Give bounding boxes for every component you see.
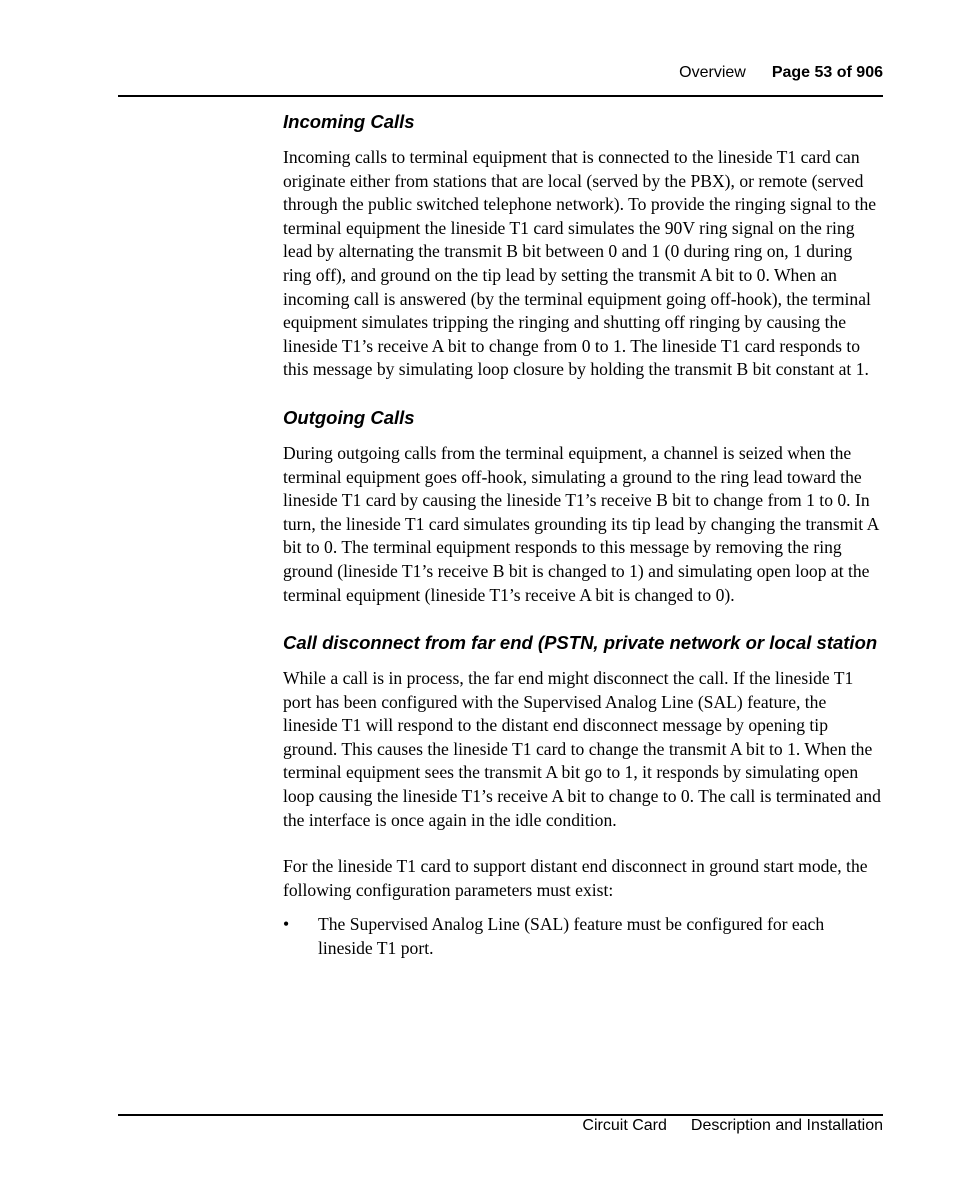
bullet-icon: •: [283, 914, 290, 935]
section-heading-call-disconnect: Call disconnect from far end (PSTN, private network or local station: [283, 632, 878, 654]
section-heading-outgoing-calls: Outgoing Calls: [283, 406, 415, 428]
footer-rule: [118, 1114, 883, 1116]
paragraph-outgoing-calls: During outgoing calls from the terminal equipment, a channel is seized when the terminal equipment goes off-hook, simulating a ground to the ring lead toward the lineside T1 card by causing the lineside T1’s receive B bit to change from 1 to 0. In turn, the lineside T1 card simulates grounding its tip lead by changing the transmit A bit to 0. The terminal equipment responds to this message by removing the ring ground (lineside T1’s receive B bit is changed to 1) and simulating open loop at the terminal equipment (lineside T1’s receive A bit is changed to 0).: [283, 442, 879, 605]
section-outgoing-calls: [283, 406, 883, 607]
footer-right-title: Description and Installation: [690, 1117, 883, 1134]
header-rule: [118, 95, 883, 97]
bullet-text: The Supervised Analog Line (SAL) feature must be configured for each lineside T1 port.: [318, 914, 825, 959]
section-heading-incoming-calls: Incoming Calls: [283, 111, 415, 132]
paragraph-incoming-calls: Incoming calls to terminal equipment that is connected to the lineside T1 card can originate either from stations that are local (served by the PBX), or remote (served through the public switched telephone network). To provide the ringing signal to the terminal equipment the lineside T1 card simulates the 90V ring signal on the ring lead by alternating the transmit B bit between 0 and 1 (0 during ring on, 1 during ring off), and ground on the tip lead by setting the transmit A bit to 0. When an incoming call is answered (by the terminal equipment going off-hook), the terminal equipment simulates tripping the ringing and shutting off ringing by causing the lineside T1’s receive A bit to change from 0 to 1. The lineside T1 card responds to this message by simulating loop closure by holding the transmit B bit constant at 1.: [283, 147, 877, 380]
configuration-bullet-list: [283, 913, 883, 960]
section-incoming-calls: [283, 110, 883, 382]
main-content: [283, 110, 883, 961]
page-footer: [118, 1117, 883, 1135]
bullet-item: [283, 913, 883, 960]
footer-left-title: Circuit Card: [582, 1117, 667, 1134]
header-page-number: Page 53 of 906: [771, 64, 883, 81]
header-section-title: Overview: [679, 64, 746, 81]
paragraph-call-disconnect: While a call is in process, the far end might disconnect the call. If the lineside T1 port has been configured with the Supervised Analog Line (SAL) feature, the lineside T1 will respond to the distant end disconnect message by opening tip ground. This causes the lineside T1 card to change the transmit A bit to 1. When the terminal equipment sees the transmit A bit go to 1, it responds by simulating open loop causing the lineside T1’s receive A bit to change to 0. The call is terminated and the interface is once again in the idle condition.: [283, 668, 881, 830]
section-call-disconnect: [283, 631, 883, 961]
page-header: [118, 64, 883, 88]
paragraph-configuration-intro: For the lineside T1 card to support distant end disconnect in ground start mode, the following configuration parameters must exist:: [283, 856, 868, 900]
